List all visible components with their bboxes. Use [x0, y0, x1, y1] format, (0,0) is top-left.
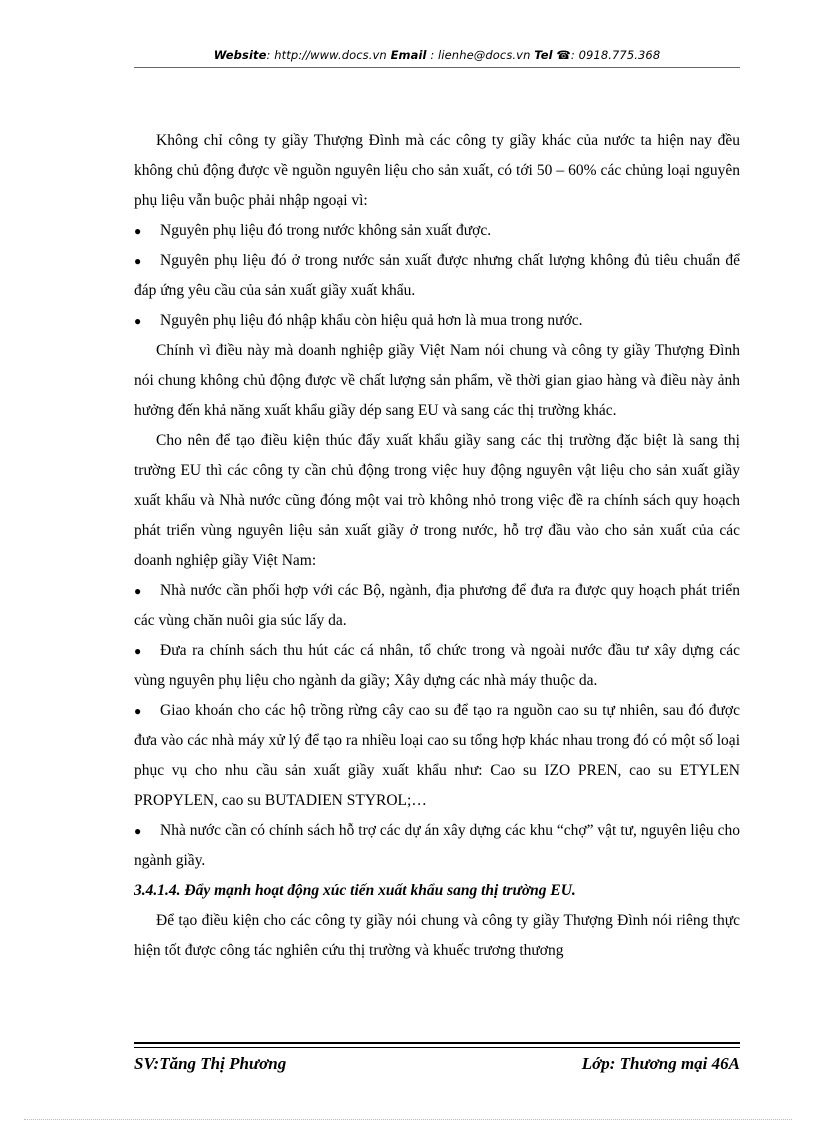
- bullet-icon: ●: [134, 314, 142, 328]
- list-item: [134, 246, 740, 306]
- list-item: [134, 576, 740, 636]
- list-item-text: Nguyên phụ liệu đó trong nước không sản xuất được.: [160, 222, 492, 239]
- paragraph-1: Không chỉ công ty giầy Thượng Đình mà các công ty giầy khác của nước ta hiện nay đều không chủ động được về nguồn nguyên liệu cho sản xuất, có tới 50 – 60% các chủng loại nguyên phụ liệu vẫn buộc phải nhập ngoại vì:: [134, 132, 740, 209]
- list-item: [134, 696, 740, 816]
- section-heading: 3.4.1.4. Đẩy mạnh hoạt động xúc tiến xuất khẩu sang thị trường EU.: [134, 882, 576, 899]
- list-item-text: Giao khoán cho các hộ trồng rừng cây cao su để tạo ra nguồn cao su tự nhiên, sau đó được đưa vào các nhà máy xử lý để tạo ra nhiều loại cao su tổng hợp khác nhau trong đó có một số loại phục vụ cho nhu cầu sản xuất giầy xuất khẩu như: Cao su IZO PREN, cao su ETYLEN PROPYLEN, cao su BUTADIEN STYROL;…: [134, 702, 740, 809]
- paragraph-4: Để tạo điều kiện cho các công ty giầy nói chung và công ty giầy Thượng Đình nói riêng thực hiện tốt được công tác nghiên cứu thị trường và khuếc trương thương: [134, 912, 740, 959]
- document-body: [134, 126, 740, 966]
- list-item-text: Nguyên phụ liệu đó ở trong nước sản xuất được nhưng chất lượng không đủ tiêu chuẩn để đáp ứng yêu cầu của sản xuất giầy xuất khẩu.: [134, 252, 740, 299]
- paragraph-3: Cho nên để tạo điều kiện thúc đẩy xuất khẩu giầy sang các thị trường đặc biệt là sang thị trường EU thì các công ty cần chủ động trong việc huy động nguyên vật liệu cho sản xuất giầy xuất khẩu và Nhà nước cũng đóng một vai trò không nhỏ trong việc đề ra chính sách quy hoạch phát triển vùng nguyên liệu sản xuất giầy ở trong nước, hỗ trợ đầu vào cho sản xuất của các doanh nghiệp giầy Việt Nam:: [134, 432, 740, 569]
- email-address: : lienhe@docs.vn: [430, 48, 531, 62]
- tel-number: : 0918.775.368: [570, 48, 661, 62]
- page-edge: [24, 1119, 792, 1120]
- footer-divider-thin: [134, 1047, 740, 1048]
- page-header: [134, 48, 740, 62]
- list-item: [134, 216, 740, 246]
- page-footer: [134, 1054, 740, 1074]
- footer-divider-thick: [134, 1042, 740, 1044]
- bullet-icon: ●: [134, 824, 142, 838]
- bullet-icon: ●: [134, 224, 142, 238]
- email-label: Email: [390, 48, 427, 62]
- list-item: [134, 306, 740, 336]
- list-item-text: Nhà nước cần phối hợp với các Bộ, ngành, địa phương để đưa ra được quy hoạch phát triển các vùng chăn nuôi gia súc lấy da.: [134, 582, 740, 629]
- class-name: Lớp: Thương mại 46A: [581, 1054, 740, 1073]
- bullet-icon: ●: [134, 644, 142, 658]
- list-item: [134, 636, 740, 696]
- list-item-text: Đưa ra chính sách thu hút các cá nhân, tổ chức trong và ngoài nước đầu tư xây dựng các vùng nguyên phụ liệu cho ngành da giầy; Xây dựng các nhà máy thuộc da.: [134, 642, 740, 689]
- paragraph-2: Chính vì điều này mà doanh nghiệp giầy Việt Nam nói chung và công ty giầy Thượng Đình nói chung không chủ động được về chất lượng sản phẩm, về thời gian giao hàng và điều này ảnh hưởng đến khả năng xuất khẩu giầy dép sang EU và sang các thị trường khác.: [134, 342, 740, 419]
- phone-icon: ☎: [556, 48, 571, 62]
- website-url: : http://www.docs.vn: [266, 48, 387, 62]
- header-divider: [134, 67, 740, 68]
- bullet-icon: ●: [134, 584, 142, 598]
- bullet-icon: ●: [134, 254, 142, 268]
- website-label: Website: [213, 48, 267, 62]
- bullet-icon: ●: [134, 704, 142, 718]
- list-item: [134, 816, 740, 876]
- list-item-text: Nguyên phụ liệu đó nhập khẩu còn hiệu quả hơn là mua trong nước.: [160, 312, 583, 329]
- student-name: SV:Tăng Thị Phương: [134, 1054, 287, 1073]
- tel-label: Tel: [534, 48, 553, 62]
- list-item-text: Nhà nước cần có chính sách hỗ trợ các dự án xây dựng các khu “chợ” vật tư, nguyên liệu cho ngành giầy.: [134, 822, 740, 869]
